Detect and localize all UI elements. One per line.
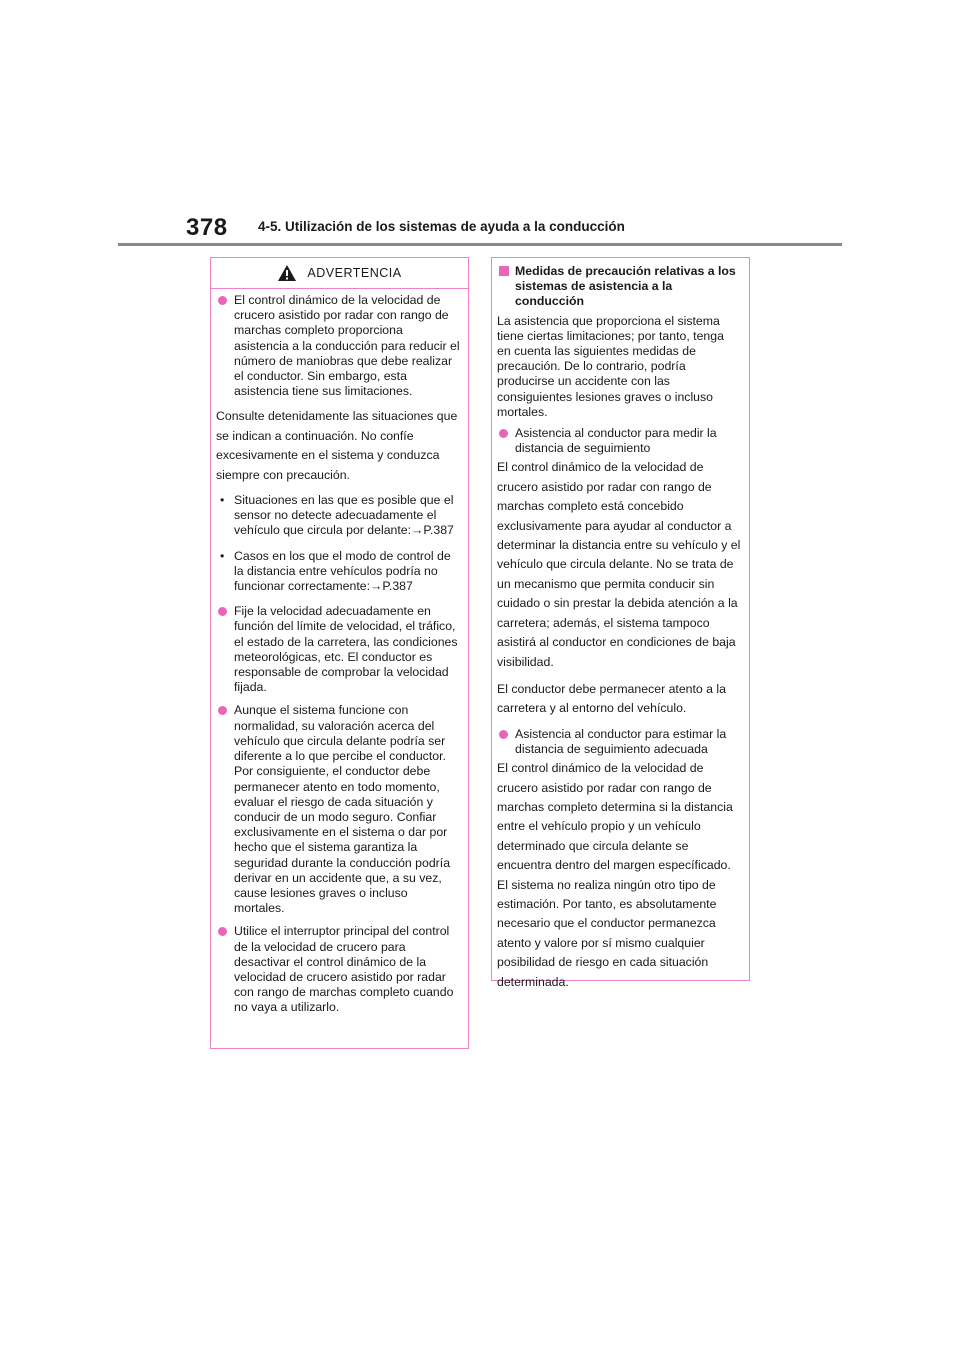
precautions-item: El control dinámico de la velocidad de crucero asistido por radar con rango de marchas completo determina si la distancia entre el vehículo propio y un vehículo determinado que circula delante se encuentra dentro del margen específicado. El sistema no realiza ningún otro tipo de estimación. Por tanto, es absolutamente necesario que el conductor permanezca atento y valore por sí mismo cualquier posibilidad de riesgo en cada situación determinada. [497,761,733,989]
warning-header [211,258,468,289]
precautions-body [492,258,749,992]
bullet-dot-icon [499,730,508,739]
precautions-intro: La asistencia que proporciona el sistema tiene ciertas limitaciones; por tanto, tenga en cuenta las siguientes medidas de precaución. De lo contrario, podría producirse un accidente con las consiguientes lesiones graves o incluso mortales. [497,313,724,419]
precautions-item: El control dinámico de la velocidad de crucero asistido por radar con rango de marchas completo está concebido exclusivamente para ayudar al conductor a determinar la distancia entre su vehículo y el vehículo que circula delante. No se trata de un mecanismo que permita conducir sin cuidado o sin prestar la debida atención a la carretera; además, el sistema tampoco asistirá al conductor en condiciones de baja visibilidad. [497,460,741,669]
precautions-item: El conductor debe permanecer atento a la carretera y al entorno del vehículo. [497,681,727,716]
bullet-dot-icon [218,607,227,616]
warning-item: • Casos en los que el modo de control de la distancia entre vehículos podría no funcionar correctamente:→P.387 [220,548,451,594]
warning-box [210,257,469,1049]
dash-bullet-icon: • [220,493,225,508]
square-bullet-icon [499,266,509,276]
precautions-item: Asistencia al conductor para medir la distancia de seguimiento [497,426,741,456]
header-divider [118,243,842,246]
bullet-dot-icon [218,706,227,715]
warning-item: El control dinámico de la velocidad de crucero asistido por radar con rango de marchas completo proporciona asistencia a la conducción para reducir el número de maniobras que debe realizar el conductor. Sin embargo, esta asistencia tiene sus limitaciones. [216,293,460,399]
precautions-box [491,257,750,989]
warning-item: • Situaciones en las que es posible que el sensor no detecte adecuadamente el vehículo que circula por delante:→P.387 [220,493,454,538]
section-title: 4-5. Utilización de los sistemas de ayuda a la conducción [258,219,625,234]
warning-body [211,289,468,1016]
warning-item: Fije la velocidad adecuadamente en función del límite de velocidad, el tráfico, el estado de la carretera, las condiciones meteorológicas, etc. El conductor es responsable de comprobar la velocidad fijada. [216,604,460,695]
page-header [0,0,960,250]
warning-item: Utilice el interruptor principal del control de la velocidad de crucero para desactivar el control dinámico de la velocidad de crucero asistido por radar con rango de marchas completo cuando no vaya a utilizarlo. [216,924,460,1015]
warning-title: ADVERTENCIA [307,266,402,280]
bullet-dot-icon [499,429,508,438]
bullet-dot-icon [218,296,227,305]
precautions-item: Asistencia al conductor para estimar la distancia de seguimiento adecuada [497,727,741,757]
bullet-dot-icon [218,927,227,936]
warning-triangle-icon [277,264,297,282]
warning-item: Consulte detenidamente las situaciones que se indican a continuación. No confíe excesivamente en el sistema y conduzca siempre con precaución. [216,409,458,482]
warning-item: Aunque el sistema funcione con normalidad, su valoración acerca del vehículo que circula delante podría ser diferente a lo que percibe el conductor. Por consiguiente, el conductor debe permanecer atento en todo momento, evaluar el riesgo de cada situación y conducir de un modo seguro. Confiar exclusivamente en el sistema o dar por hecho que el sistema garantiza la seguridad durante la conducción podría derivar en un accidente que, a su vez, cause lesiones graves o incluso mortales. [216,703,460,916]
dash-bullet-icon: • [220,548,225,563]
precautions-heading: Medidas de precaución relativas a los sistemas de asistencia a la conducción [497,264,741,310]
page-number: 378 [186,214,228,241]
